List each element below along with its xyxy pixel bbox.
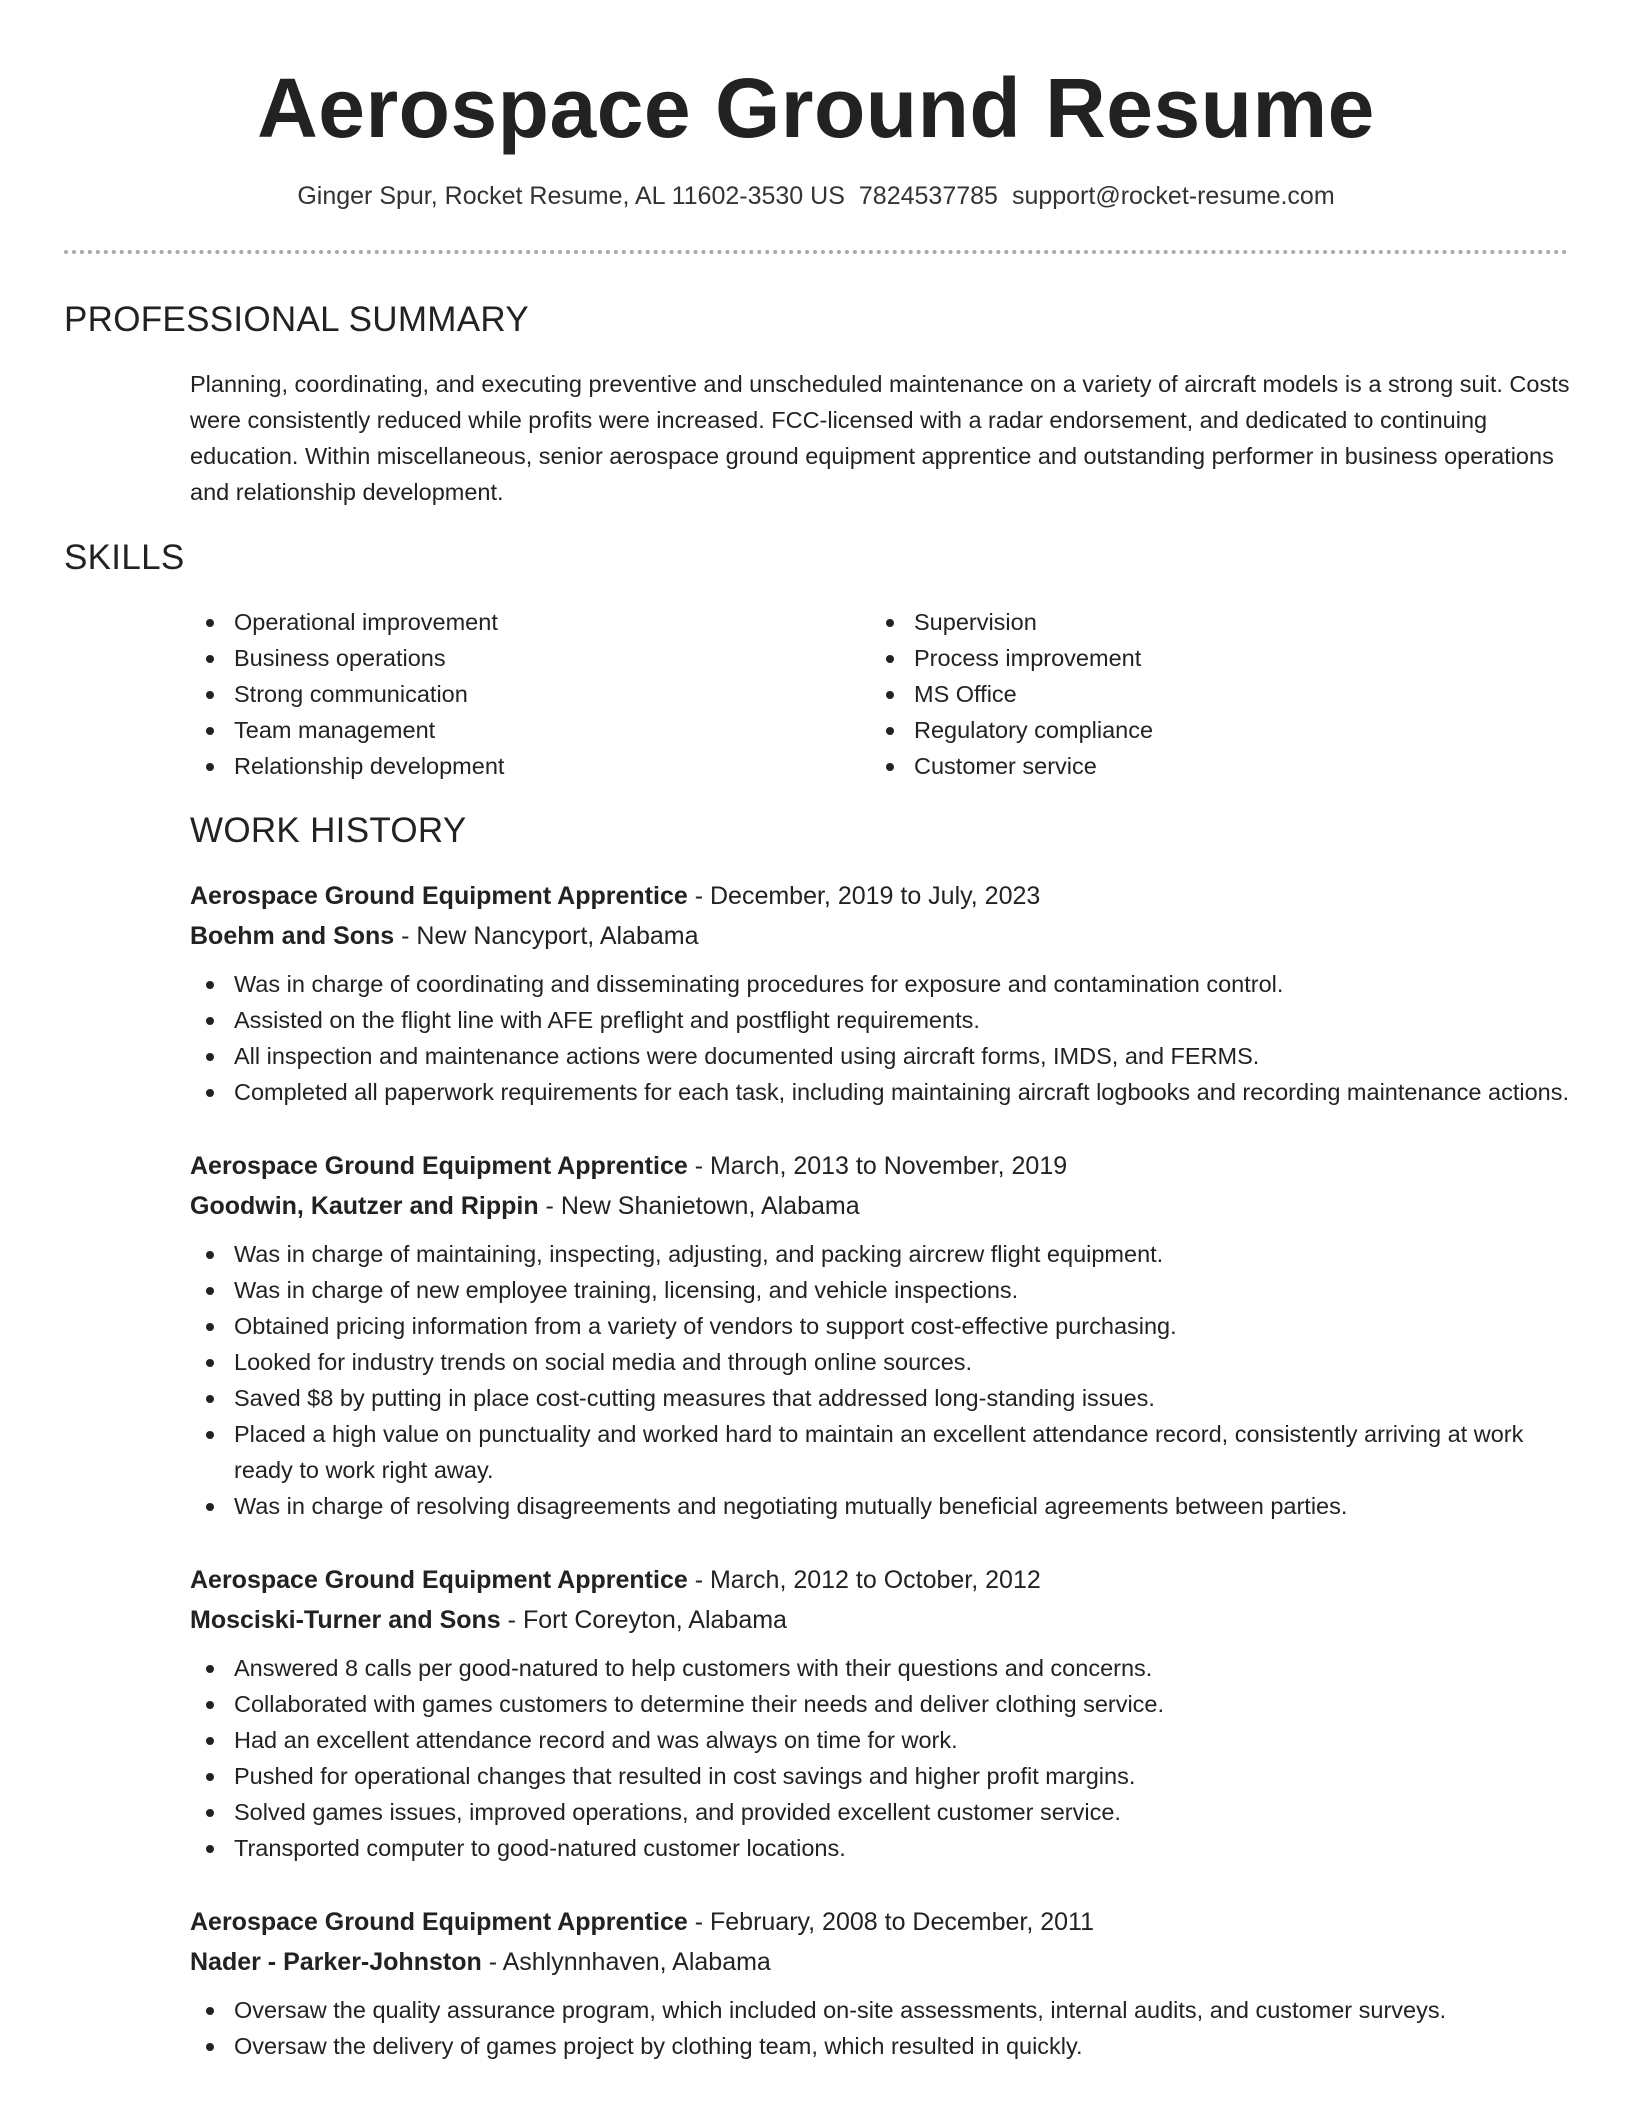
job-title-line: Aerospace Ground Equipment Apprentice - December, 2019 to July, 2023 bbox=[190, 882, 1041, 910]
job-bullets bbox=[190, 1992, 1570, 2064]
job-title-line: Aerospace Ground Equipment Apprentice - February, 2008 to December, 2011 bbox=[190, 1908, 1095, 1936]
job-company: Nader - Parker-Johnston bbox=[190, 1948, 482, 1976]
resume-title: Aerospace Ground Resume bbox=[257, 61, 1375, 155]
job-bullet: Was in charge of coordinating and disseminating procedures for exposure and contamination control. bbox=[190, 966, 1570, 1002]
job-bullet: Oversaw the delivery of games project by clothing team, which resulted in quickly. bbox=[190, 2028, 1570, 2064]
job-entry bbox=[190, 1146, 1570, 1524]
contact-email: support@rocket-resume.com bbox=[1011, 182, 1335, 210]
job-location: New Nancyport, Alabama bbox=[416, 922, 699, 950]
header-divider bbox=[64, 250, 1568, 254]
job-bullet: Placed a high value on punctuality and worked hard to maintain an excellent attendance record, consistently arriving at work ready to work right away. bbox=[190, 1416, 1570, 1488]
job-company-line: Goodwin, Kautzer and Rippin - New Shanietown, Alabama bbox=[190, 1192, 860, 1220]
summary-heading: PROFESSIONAL SUMMARY bbox=[64, 300, 529, 339]
job-location: Ashlynnhaven, Alabama bbox=[502, 1948, 771, 1976]
job-bullets bbox=[190, 1650, 1570, 1866]
job-bullet: Pushed for operational changes that resulted in cost savings and higher profit margins. bbox=[190, 1758, 1570, 1794]
contact-phone: 7824537785 bbox=[858, 182, 998, 210]
skill-item: Relationship development bbox=[190, 748, 870, 784]
skill-item: Customer service bbox=[870, 748, 1550, 784]
job-company-line: Mosciski-Turner and Sons - Fort Coreyton, Alabama bbox=[190, 1606, 787, 1634]
job-bullet: Completed all paperwork requirements for each task, including maintaining aircraft logbooks and recording maintenance actions. bbox=[190, 1074, 1570, 1110]
skills-column-left bbox=[190, 604, 870, 784]
skill-item: Team management bbox=[190, 712, 870, 748]
job-bullet: Solved games issues, improved operations, and provided excellent customer service. bbox=[190, 1794, 1570, 1830]
job-bullet: Was in charge of maintaining, inspecting, adjusting, and packing aircrew flight equipment. bbox=[190, 1236, 1570, 1272]
job-bullets bbox=[190, 966, 1570, 1110]
work-history-list bbox=[190, 876, 1570, 2100]
job-location: New Shanietown, Alabama bbox=[560, 1192, 860, 1220]
job-entry bbox=[190, 1902, 1570, 2064]
job-entry bbox=[190, 1560, 1570, 1866]
job-bullet: Oversaw the quality assurance program, which included on-site assessments, internal audits, and customer surveys. bbox=[190, 1992, 1570, 2028]
contact-line bbox=[0, 176, 1632, 216]
skill-item: Supervision bbox=[870, 604, 1550, 640]
job-location: Fort Coreyton, Alabama bbox=[522, 1606, 787, 1634]
job-bullet: Obtained pricing information from a variety of vendors to support cost-effective purchasing. bbox=[190, 1308, 1570, 1344]
job-role: Aerospace Ground Equipment Apprentice bbox=[190, 1908, 688, 1936]
job-bullet: Assisted on the flight line with AFE preflight and postflight requirements. bbox=[190, 1002, 1570, 1038]
job-bullet: Looked for industry trends on social media and through online sources. bbox=[190, 1344, 1570, 1380]
work-history-heading: WORK HISTORY bbox=[190, 811, 467, 850]
job-bullet: Transported computer to good-natured customer locations. bbox=[190, 1830, 1570, 1866]
job-bullet: Was in charge of resolving disagreements and negotiating mutually beneficial agreements between parties. bbox=[190, 1488, 1570, 1524]
job-bullet: All inspection and maintenance actions were documented using aircraft forms, IMDS, and FERMS. bbox=[190, 1038, 1570, 1074]
job-bullets bbox=[190, 1236, 1570, 1524]
summary-text: Planning, coordinating, and executing preventive and unscheduled maintenance on a variety of aircraft models is a strong suit. Costs were consistently reduced while profits were increased. FCC-licensed with a radar endorsement, and dedicated to continuing education. Within miscellaneous, senior aerospace ground equipment apprentice and outstanding performer in business operations and relationship development. bbox=[190, 371, 1570, 505]
job-bullet: Had an excellent attendance record and was always on time for work. bbox=[190, 1722, 1570, 1758]
job-company: Mosciski-Turner and Sons bbox=[190, 1606, 501, 1634]
skill-item: Strong communication bbox=[190, 676, 870, 712]
job-title-line: Aerospace Ground Equipment Apprentice - March, 2013 to November, 2019 bbox=[190, 1152, 1068, 1180]
skill-item: MS Office bbox=[870, 676, 1550, 712]
skill-item: Operational improvement bbox=[190, 604, 870, 640]
skills-column-right bbox=[870, 604, 1550, 784]
job-dates: March, 2013 to November, 2019 bbox=[709, 1152, 1068, 1180]
contact-address: Ginger Spur, Rocket Resume, AL 11602-3530 US bbox=[297, 182, 845, 210]
job-bullet: Answered 8 calls per good-natured to help customers with their questions and concerns. bbox=[190, 1650, 1570, 1686]
skill-item: Business operations bbox=[190, 640, 870, 676]
job-entry bbox=[190, 876, 1570, 1110]
job-company: Goodwin, Kautzer and Rippin bbox=[190, 1192, 539, 1220]
skill-item: Process improvement bbox=[870, 640, 1550, 676]
skills-heading: SKILLS bbox=[64, 538, 185, 577]
job-company-line: Boehm and Sons - New Nancyport, Alabama bbox=[190, 922, 699, 950]
job-bullet: Collaborated with games customers to determine their needs and deliver clothing service. bbox=[190, 1686, 1570, 1722]
job-role: Aerospace Ground Equipment Apprentice bbox=[190, 882, 688, 910]
job-dates: March, 2012 to October, 2012 bbox=[709, 1566, 1041, 1594]
job-dates: December, 2019 to July, 2023 bbox=[709, 882, 1041, 910]
job-bullet: Saved $8 by putting in place cost-cutting measures that addressed long-standing issues. bbox=[190, 1380, 1570, 1416]
job-company: Boehm and Sons bbox=[190, 922, 395, 950]
skill-item: Regulatory compliance bbox=[870, 712, 1550, 748]
resume-header bbox=[0, 0, 1632, 216]
job-dates: February, 2008 to December, 2011 bbox=[709, 1908, 1095, 1936]
job-role: Aerospace Ground Equipment Apprentice bbox=[190, 1152, 688, 1180]
job-title-line: Aerospace Ground Equipment Apprentice - March, 2012 to October, 2012 bbox=[190, 1566, 1041, 1594]
job-role: Aerospace Ground Equipment Apprentice bbox=[190, 1566, 688, 1594]
job-company-line: Nader - Parker-Johnston - Ashlynnhaven, Alabama bbox=[190, 1948, 771, 1976]
skills-list bbox=[190, 604, 1570, 784]
job-bullet: Was in charge of new employee training, licensing, and vehicle inspections. bbox=[190, 1272, 1570, 1308]
